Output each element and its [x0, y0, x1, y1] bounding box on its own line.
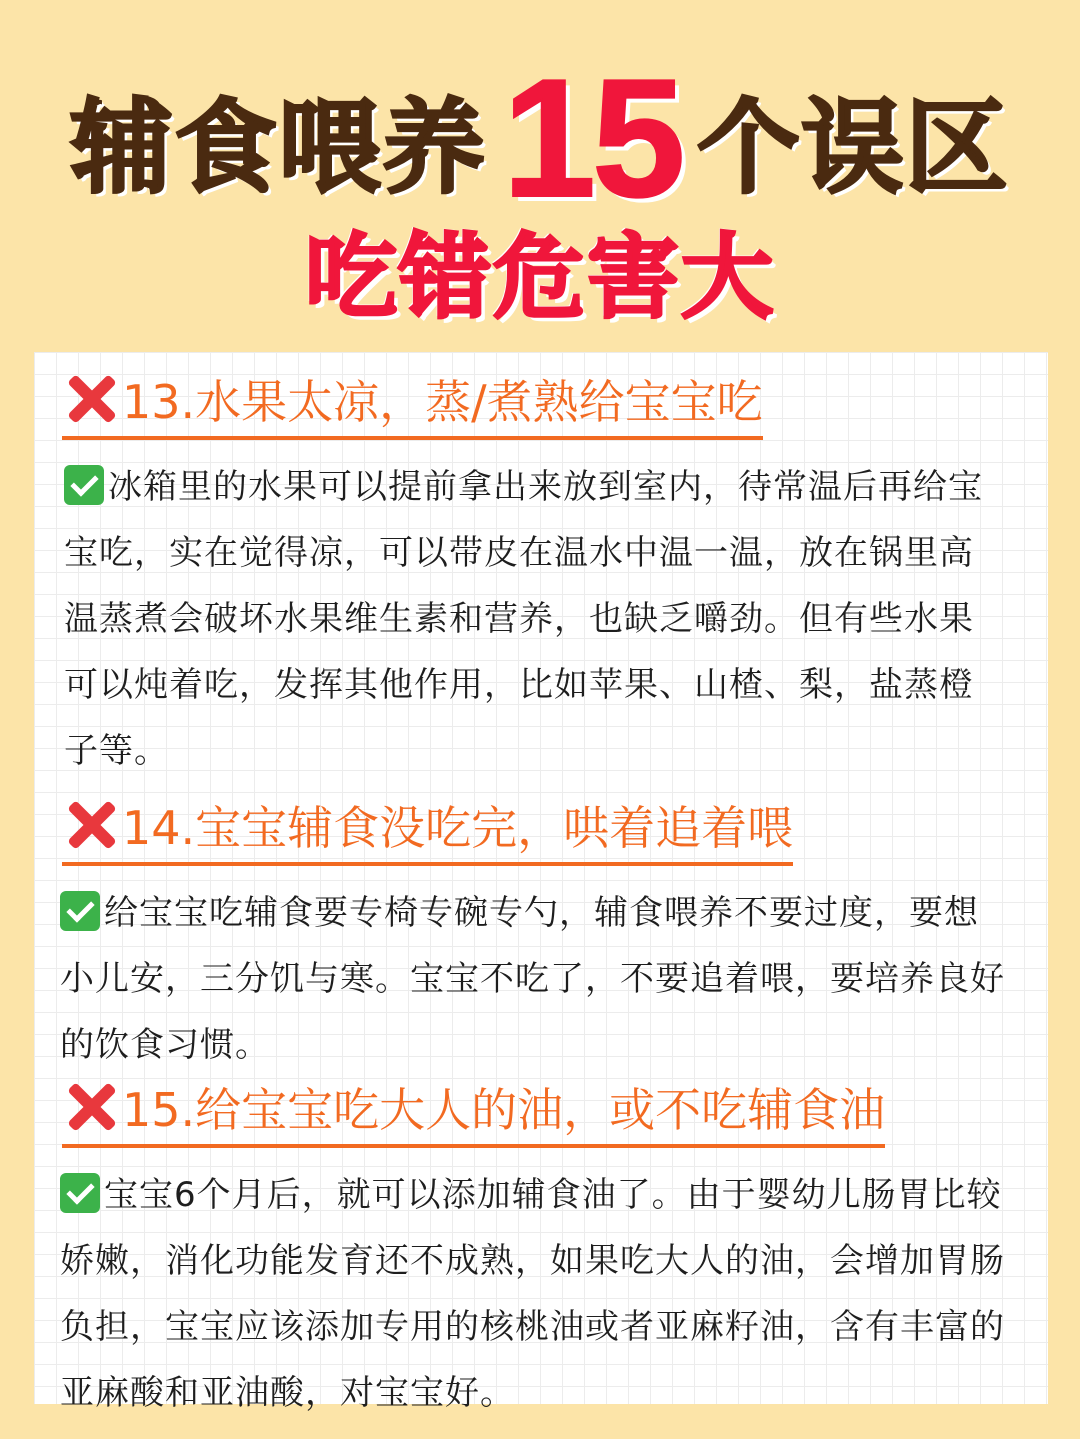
tip-body: [64, 454, 1008, 784]
header: [0, 0, 1080, 350]
tip-body-text: 宝宝6个月后，就可以添加辅食油了。由于婴幼儿肠胃比较娇嫩，消化功能发育还不成熟，如果吃大人的油，会增加胃肠负担，宝宝应该添加专用的核桃油或者亚麻籽油，含有丰富的亚麻酸和亚油酸，对宝宝好。: [60, 1175, 1005, 1413]
check-mark-icon: [60, 891, 100, 931]
tip-section-13: [34, 372, 1048, 784]
tip-heading: [62, 1080, 885, 1148]
title-prefix: 辅食喂养: [70, 89, 487, 208]
tip-heading: [62, 798, 793, 866]
cross-mark-icon: [62, 372, 120, 424]
cross-mark-icon: [62, 1080, 120, 1132]
title-number: 15: [502, 44, 682, 232]
check-mark-icon: [64, 465, 104, 505]
tip-body: [60, 880, 1008, 1078]
tip-heading: [62, 372, 763, 440]
tip-heading-text: 13.水果太凉，蒸/煮熟给宝宝吃: [122, 375, 763, 429]
title-suffix: 个误区: [697, 89, 1010, 208]
page-subtitle: 吃错危害大: [304, 224, 775, 331]
page-title: [0, 44, 1080, 232]
content-card: [34, 352, 1048, 1413]
check-mark-icon: [60, 1173, 100, 1213]
tip-section-14: [34, 798, 1048, 1078]
cross-mark-icon: [62, 798, 120, 850]
tip-heading-text: 15.给宝宝吃大人的油，或不吃辅食油: [122, 1083, 886, 1137]
tip-body: [60, 1162, 1008, 1426]
tip-heading-text: 14.宝宝辅食没吃完，哄着追着喂: [122, 801, 794, 855]
tip-body-text: 冰箱里的水果可以提前拿出来放到室内，待常温后再给宝宝吃，实在觉得凉，可以带皮在温水中温一温，放在锅里高温蒸煮会破坏水果维生素和营养，也缺乏嚼劲。但有些水果可以炖着吃，发挥其他作用，比如苹果、山楂、梨，盐蒸橙子等。: [64, 467, 983, 771]
tip-section-15: [34, 1080, 1048, 1426]
tip-body-text: 给宝宝吃辅食要专椅专碗专勺，辅食喂养不要过度，要想小儿安，三分饥与寒。宝宝不吃了，不要追着喂，要培养良好的饮食习惯。: [60, 893, 1005, 1065]
